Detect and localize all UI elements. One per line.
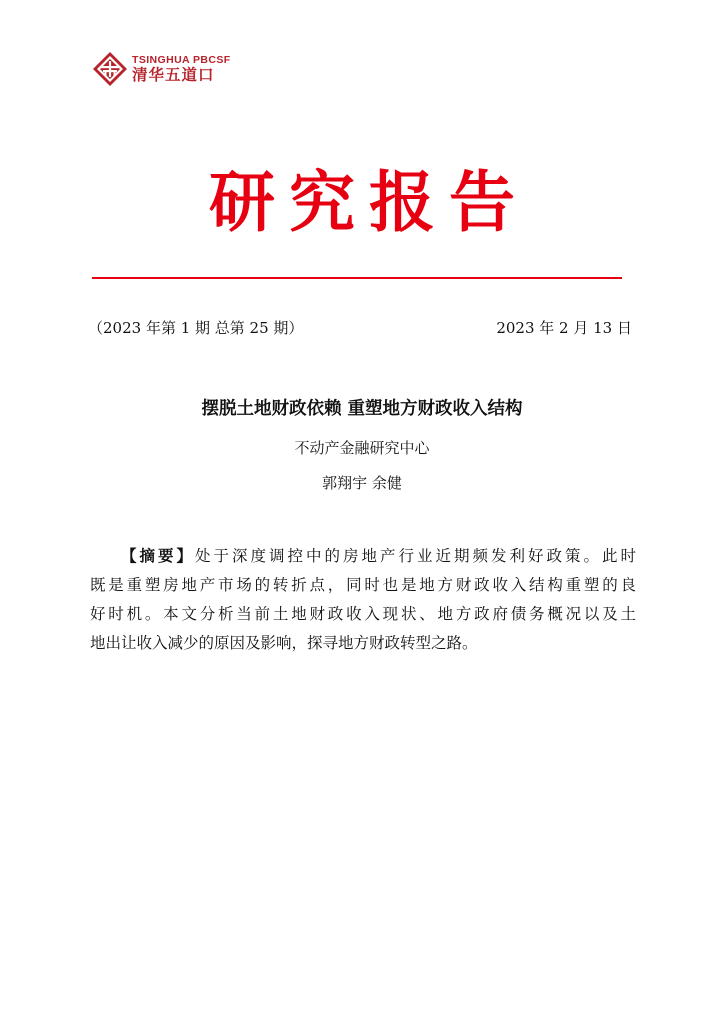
abstract-line xyxy=(90,542,636,571)
tsinghua-pbcsf-logo xyxy=(92,51,231,87)
issue-date: 2023 年 2 月 13 日 xyxy=(496,319,632,337)
logo-chinese-name: 清华五道口 xyxy=(132,66,215,84)
logo-wordmark xyxy=(132,55,231,84)
abstract-line: 既是重塑房地产市场的转折点，同时也是地方财政收入结构重塑的良 xyxy=(90,576,636,594)
issue-info-row xyxy=(88,318,632,338)
abstract-line: 好时机。本文分析当前土地财政收入现状、地方政府债务概况以及土 xyxy=(90,605,636,623)
abstract-line-text: 处于深度调控中的房地产行业近期频发利好政策。此时 xyxy=(195,547,636,565)
logo-english-name: TSINGHUA PBCSF xyxy=(132,53,231,66)
abstract-line: 地出让收入减少的原因及影响，探寻地方财政转型之路。 xyxy=(90,634,478,652)
title-divider xyxy=(92,277,622,279)
issue-number: （2023 年第 1 期 总第 25 期） xyxy=(88,319,304,337)
abstract-paragraph xyxy=(90,542,636,658)
research-department: 不动产金融研究中心 xyxy=(294,439,430,457)
report-main-title: 研究报告 xyxy=(209,163,529,241)
pbcsf-emblem-icon xyxy=(92,51,128,87)
article-title: 摆脱土地财政依赖 重塑地方财政收入结构 xyxy=(201,399,523,419)
author-names: 郭翔宇 余健 xyxy=(322,474,402,492)
abstract-label: 【摘要】 xyxy=(121,547,195,565)
